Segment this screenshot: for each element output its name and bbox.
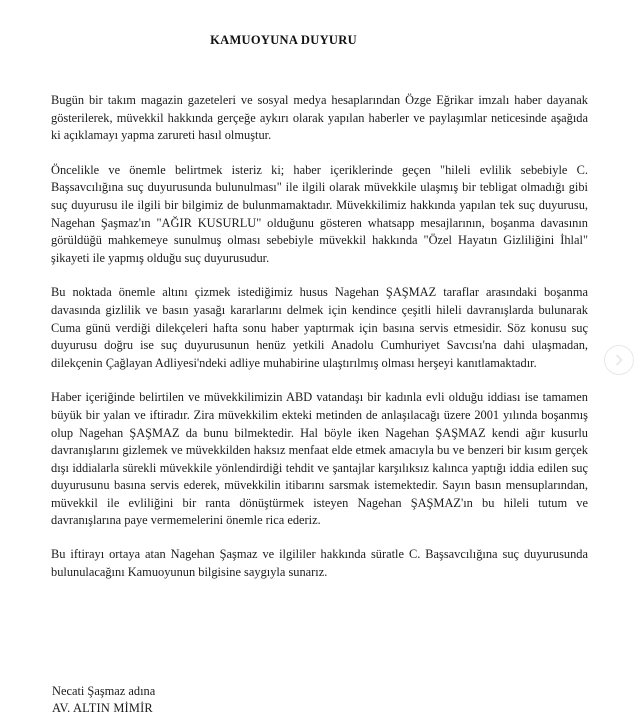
paragraph-4: Haber içeriğinde belirtilen ve müvekkilimizin ABD vatandaşı bir kadınla evli olduğu iddiası ise tamamen büyük bir yalan ve iftiradır. Zira müvekkilim ekteki metinden de anlaşılacağı üzere 2001 yılında boşanmış olup Nagehan ŞAŞMAZ da bunu bilmektedir. Hal böyle iken Nagehan ŞAŞMAZ kendi ağır kusurlu davranışlarını gizlemek ve müvekkilden haksız menfaat elde etmek amacıyla bu ve benzeri bir kısım gerçek dışı iddialarla sürekli müvekkile yönlendirdiği tehdit ve şantajlar karşılıksız kalınca yaptığı iddia edilen suç duyurusunu basına servis ederek, müvekkilin itibarını sarsmak istemektedir. Sayın basın mensuplarından, müvekkil ile evliliğini bir ranta dönüştürmek isteyen Nagehan ŞAŞMAZ'ın bu hileli tutum ve davranışlarına paye vermemelerini önemle rica ederiz. (51, 390, 588, 528)
signature-signer-name: AV. ALTIN MİMİR (52, 700, 153, 715)
paragraph-2: Öncelikle ve önemle belirtmek isteriz ki; haber içeriklerinde geçen "hileli evlilik sebebiyle C. Başsavcılığına suç duyurusunda bulunulması" ile ilgili olarak müvekkile ulaşmış bir tebligat olmadığı gibi suç duyurusu ile ilgili bir bilgimiz de bulunmamaktadır. Müvekkilimiz hakkında yapılan tek suç duyurusu, Nagehan Şaşmaz'ın "AĞIR KUSURLU" olduğunu gösteren whatsapp mesajlarının, boşanma davasının görüldüğü mahkemeye sunulmuş olması sebebiyle müvekkil hakkında "Özel Hayatın Gizliliğini İhlal" şikayeti ile yapmış olduğu suç duyurusudur. (51, 162, 588, 265)
next-image-button[interactable] (604, 345, 634, 375)
paragraph-5: Bu iftirayı ortaya atan Nagehan Şaşmaz ve ilgililer hakkında süratle C. Başsavcılığına suç duyurusunda bulunulacağını Kamuoyunun bilgisine saygıyla sunarız. (51, 547, 588, 579)
signature-on-behalf-of: Necati Şaşmaz adına (52, 684, 156, 698)
chevron-right-icon (612, 353, 626, 367)
paragraph-3: Bu noktada önemle altını çizmek istediğimiz husus Nagehan ŞAŞMAZ taraflar arasındaki boşanma davasında gizlilik ve basın yasağı kararlarını delmek için kendince çeşitli hileli davranışlarda bulunarak Cuma günü verdiği dilekçeleri hafta sonu haber yaptırmak için basına servis etmesidir. Söz konusu suç duyurusu doğru ise suç duyurusunun henüz yetkili Anadolu Cumhuriyet Savcısı'na dahi ulaşmadan, dilekçenin Çağlayan Adliyesi'ndeki adliye muhabirine ulaştırılmış olması herşeyi kanıtlamaktadır. (51, 285, 588, 370)
page-title: KAMUOYUNA DUYURU (210, 33, 357, 47)
document-body (51, 92, 588, 581)
signature-block (52, 683, 452, 716)
paragraph-1: Bugün bir takım magazin gazeteleri ve sosyal medya hesaplarından Özge Eğrikar imzalı haber dayanak gösterilerek, müvekkil hakkında gerçeğe aykırı olarak yapılan haberler ve paylaşımlar neticesinde aşağıda ki açıklamayı yapma zarureti hasıl olmuştur. (51, 93, 588, 143)
